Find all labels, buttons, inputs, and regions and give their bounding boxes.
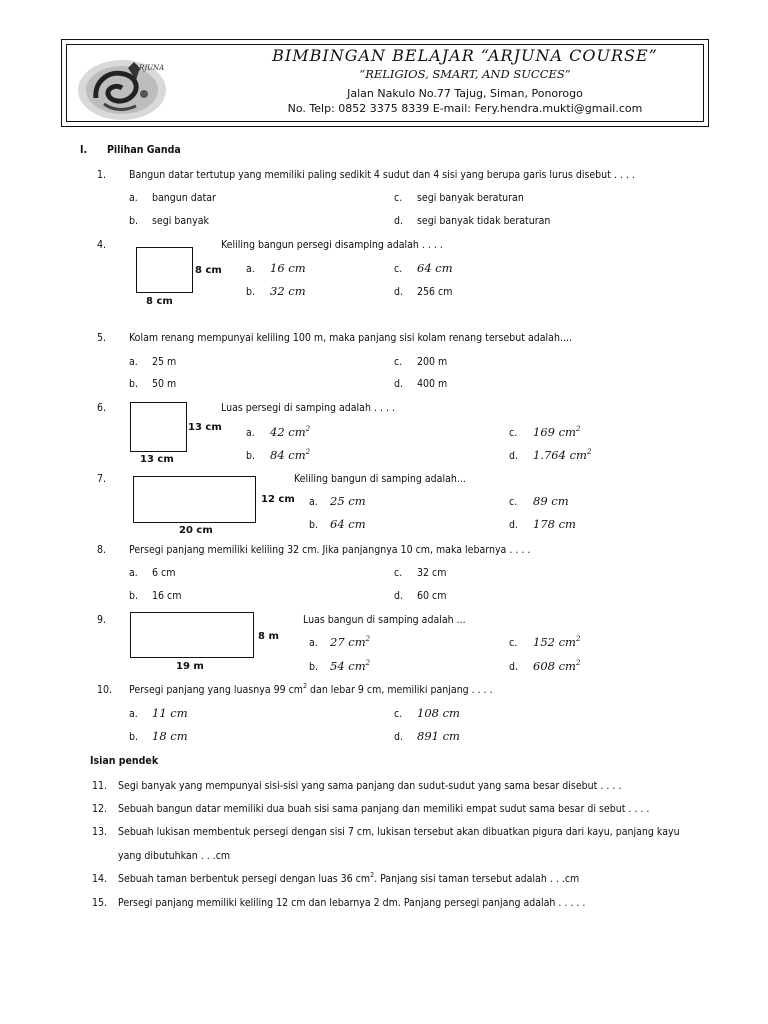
q4-bottom-label: 8 cm	[146, 296, 173, 307]
q1-text: Bangun datar tertutup yang memiliki paling sedikit 4 sudut dan 4 sisi yang berupa garis lurus disebut . . . .	[129, 169, 635, 181]
q8-number: 8.	[97, 544, 107, 556]
q4-a-option: 16 cm	[270, 261, 306, 275]
q6-number: 6.	[97, 402, 107, 414]
q6-d-label: d.	[509, 450, 518, 462]
q10-a-label: a.	[129, 708, 138, 720]
q4-c-label: c.	[394, 263, 403, 275]
q9-b-label: b.	[309, 661, 318, 673]
q4-number: 4.	[97, 239, 107, 251]
q5-a-option: 25 m	[152, 356, 177, 368]
q4-square-figure	[136, 247, 193, 293]
q9-c-option: 152 $cm^2$	[533, 635, 581, 649]
q11-number: 11.	[92, 780, 108, 792]
q10-b-option: 18 cm	[152, 729, 188, 743]
q10-text: Persegi panjang yang luasnya 99 $cm^2$ dan lebar 9 cm, memiliki panjang . . . .	[129, 682, 493, 696]
q8-b-option: 16 cm	[152, 590, 182, 602]
letterhead-inner-border	[66, 44, 704, 122]
q4-d-option: 256 cm	[417, 286, 453, 298]
q10-c-option: 108 cm	[417, 706, 460, 720]
q4-text: Keliling bangun persegi disamping adalah . . . .	[221, 239, 443, 251]
section1-number: I.	[80, 144, 88, 156]
q7-a-label: a.	[309, 496, 318, 508]
q6-c-option: 169 $cm^2$	[533, 425, 581, 439]
q12-text: Sebuah bangun datar memiliki dua buah sisi sama panjang dan memiliki empat sudut sama besar di sebut . . . .	[118, 803, 650, 815]
q5-c-option: 200 m	[417, 356, 448, 368]
q9-side-label: 8 m	[258, 631, 279, 642]
q7-text: Keliling bangun di samping adalah...	[294, 473, 466, 485]
q5-text: Kolam renang mempunyai keliling 100 m, maka panjang sisi kolam renang tersebut adalah....	[129, 332, 572, 344]
q14-text: Sebuah taman berbentuk persegi dengan luas 36 $cm^2$. Panjang sisi taman tersebut adalah . . .cm	[118, 871, 580, 885]
q7-number: 7.	[97, 473, 107, 485]
q8-a-label: a.	[129, 567, 138, 579]
q7-d-option: 178 cm	[533, 517, 576, 531]
q9-rectangle-figure	[130, 612, 254, 658]
q5-a-label: a.	[129, 356, 138, 368]
q5-d-option: 400 m	[417, 378, 448, 390]
q7-a-option: 25 cm	[330, 494, 366, 508]
q4-side-label: 8 cm	[195, 265, 222, 276]
q10-a-option: 11 cm	[152, 706, 188, 720]
q9-c-label: c.	[509, 637, 518, 649]
q8-text: Persegi panjang memiliki keliling 32 cm. Jika panjangnya 10 cm, maka lebarnya . . . .	[129, 544, 531, 556]
q1-a-label: a.	[129, 192, 138, 204]
q6-c-label: c.	[509, 427, 518, 439]
q8-c-option: 32 cm	[417, 567, 447, 579]
q8-b-label: b.	[129, 590, 138, 602]
q9-bottom-label: 19 m	[176, 661, 204, 672]
q7-c-label: c.	[509, 496, 518, 508]
q9-text: Luas bangun di samping adalah ...	[303, 614, 466, 626]
q12-number: 12.	[92, 803, 108, 815]
q1-d-label: d.	[394, 215, 403, 227]
q6-d-option: 1.764 $cm^2$	[533, 448, 592, 462]
q4-b-label: b.	[246, 286, 255, 298]
q9-number: 9.	[97, 614, 107, 626]
q10-b-label: b.	[129, 731, 138, 743]
q8-d-option: 60 cm	[417, 590, 447, 602]
q9-d-label: d.	[509, 661, 518, 673]
q13-number: 13.	[92, 826, 108, 838]
q6-a-label: a.	[246, 427, 255, 439]
q7-side-label: 12 cm	[261, 494, 295, 505]
header-address: Jalan Nakulo No.77 Tajug, Siman, Ponorogo	[347, 87, 583, 100]
q6-text: Luas persegi di samping adalah . . . .	[221, 402, 395, 414]
section2-title: Isian pendek	[90, 755, 159, 767]
q9-a-label: a.	[309, 637, 318, 649]
letterhead	[61, 39, 709, 127]
q4-d-label: d.	[394, 286, 403, 298]
q4-b-option: 32 cm	[270, 284, 306, 298]
q5-b-option: 50 m	[152, 378, 177, 390]
q6-side-label: 13 cm	[188, 422, 222, 433]
q1-b-option: segi banyak	[152, 215, 209, 227]
q5-d-label: d.	[394, 378, 403, 390]
q6-b-option: 84 $cm^2$	[270, 448, 311, 462]
q7-rectangle-figure	[133, 476, 256, 523]
q6-square-figure	[130, 402, 187, 452]
q10-d-label: d.	[394, 731, 403, 743]
q7-b-label: b.	[309, 519, 318, 531]
q4-c-option: 64 cm	[417, 261, 453, 275]
q1-a-option: bangun datar	[152, 192, 216, 204]
q5-b-label: b.	[129, 378, 138, 390]
q9-b-option: 54 $cm^2$	[330, 659, 371, 673]
q10-c-label: c.	[394, 708, 403, 720]
q7-c-option: 89 cm	[533, 494, 569, 508]
q7-b-option: 64 cm	[330, 517, 366, 531]
q1-d-option: segi banyak tidak beraturan	[417, 215, 551, 227]
q13-text-line2: yang dibutuhkan . . .cm	[118, 850, 231, 862]
q5-c-label: c.	[394, 356, 403, 368]
q9-d-option: 608 $cm^2$	[533, 659, 581, 673]
q1-number: 1.	[97, 169, 107, 181]
q5-number: 5.	[97, 332, 107, 344]
header-title: BIMBINGAN BELAJAR “ARJUNA COURSE”	[272, 46, 658, 65]
arjuna-logo	[74, 54, 170, 122]
q1-c-option: segi banyak beraturan	[417, 192, 524, 204]
svg-text:ARJUNA: ARJUNA	[134, 64, 165, 72]
q8-d-label: d.	[394, 590, 403, 602]
q4-a-label: a.	[246, 263, 255, 275]
q6-a-option: 42 $cm^2$	[270, 425, 311, 439]
q7-bottom-label: 20 cm	[179, 525, 213, 536]
header-tagline: “RELIGIOS, SMART, AND SUCCES”	[359, 67, 571, 81]
q8-a-option: 6 cm	[152, 567, 176, 579]
section1-title: Pilihan Ganda	[107, 144, 181, 156]
q10-d-option: 891 cm	[417, 729, 460, 743]
q8-c-label: c.	[394, 567, 403, 579]
q15-text: Persegi panjang memiliki keliling 12 cm dan lebarnya 2 dm. Panjang persegi panjang adalah . . . . .	[118, 897, 586, 909]
q9-a-option: 27 $cm^2$	[330, 635, 371, 649]
q13-text-line1: Sebuah lukisan membentuk persegi dengan sisi 7 cm, lukisan tersebut akan dibuatkan pigura dari kayu, panjang kayu	[118, 826, 680, 838]
header-contact: No. Telp: 0852 3375 8339 E-mail: Fery.hendra.mukti@gmail.com	[287, 102, 643, 115]
q7-d-label: d.	[509, 519, 518, 531]
q6-b-label: b.	[246, 450, 255, 462]
q14-number: 14.	[92, 873, 108, 885]
q6-bottom-label: 13 cm	[140, 454, 174, 465]
q15-number: 15.	[92, 897, 108, 909]
q1-b-label: b.	[129, 215, 138, 227]
q11-text: Segi banyak yang mempunyai sisi-sisi yang sama panjang dan sudut-sudut yang sama besar disebut . . . .	[118, 780, 622, 792]
q10-number: 10.	[97, 684, 113, 696]
q1-c-label: c.	[394, 192, 403, 204]
